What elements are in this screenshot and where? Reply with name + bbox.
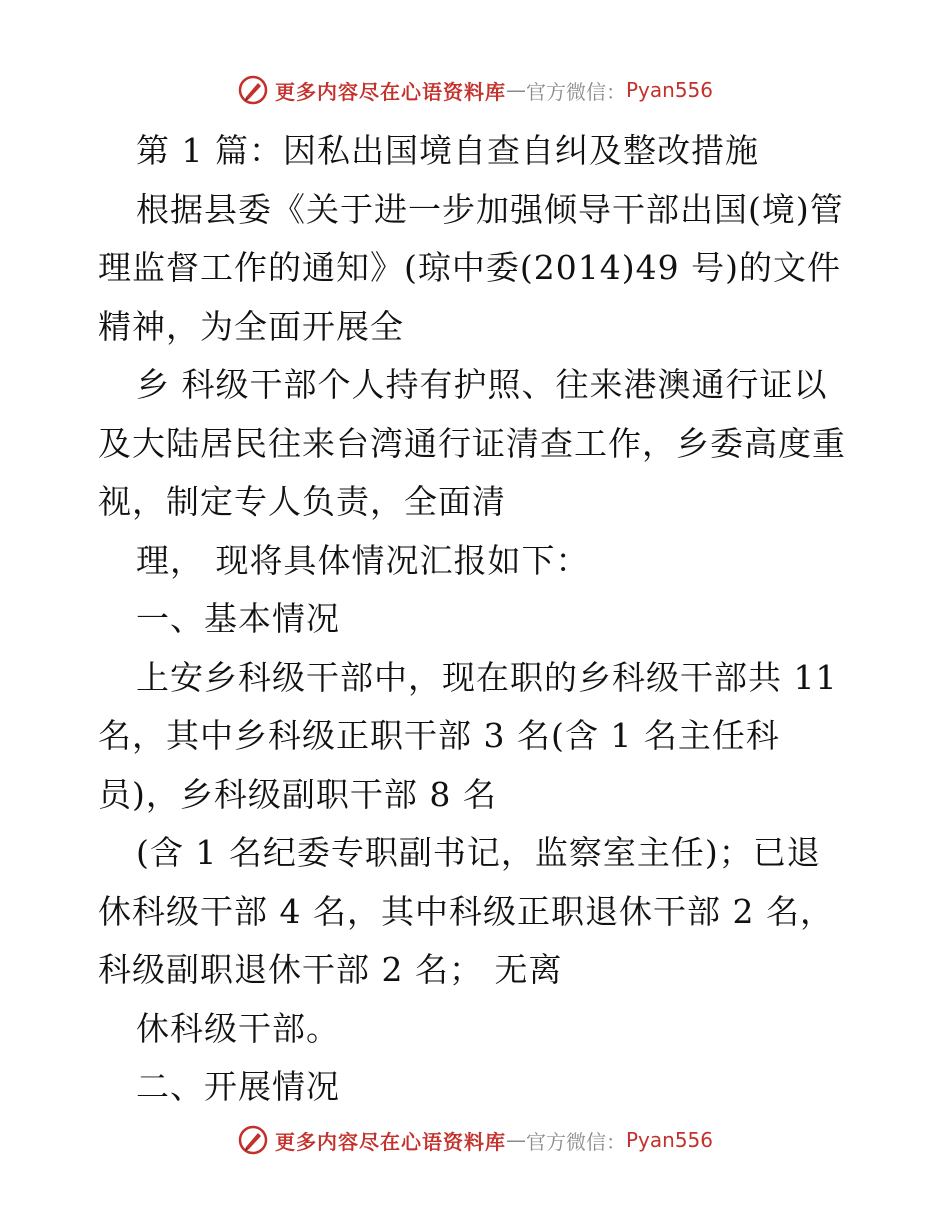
text-line: 乡 科级干部个人持有护照、往来港澳通行证以 [136,365,828,404]
logo-icon [237,74,269,106]
text-line: 一、基本情况 [136,599,340,638]
text-line: 二、开展情况 [136,1067,340,1106]
banner-wechat-label: 官方微信： [525,79,626,104]
banner-separator: — [505,1128,526,1152]
text-line: 理监督工作的通知》(琼中委(2014)49 号)的文件 [98,248,841,287]
text-line: (含 1 名纪委专职副书记，监察室主任)；已退 [136,833,821,872]
text-line: 科级副职退休干部 2 名； 无离 [98,950,563,989]
text-line: 休科级干部。 [136,1008,340,1048]
text-line: 休科级干部 4 名，其中科级正职退休干部 2 名， [98,891,834,931]
banner-separator: — [505,78,526,102]
banner-wechat-label: 官方微信： [525,1129,626,1154]
banner-wechat-id: Pyan556 [625,78,713,102]
footer-banner [0,1120,950,1160]
text-line: 理， 现将具体情况汇报如下： [136,540,590,580]
text-line: 及大陆居民往来台湾通行证清查工作，乡委高度重 [98,423,846,463]
banner-wechat-id: Pyan556 [625,1128,713,1152]
text-line: 视，制定专人负责，全面清 [98,482,506,521]
text-line: 上安乡科级干部中，现在职的乡科级干部共 11 [136,657,838,697]
text-line: 精神，为全面开展全 [98,306,404,346]
text-line: 第 1 篇：因私出国境自查自纠及整改措施 [136,131,759,170]
document-body [98,122,858,1117]
text-line: 名，其中乡科级正职干部 3 名(含 1 名主任科 [98,716,780,755]
header-banner [0,70,950,110]
text-line: 员)，乡科级副职干部 8 名 [98,774,497,814]
logo-icon [237,1124,269,1156]
banner-main-text: 更多内容尽在心语资料库 [274,79,506,104]
banner-main-text: 更多内容尽在心语资料库 [274,1129,506,1154]
text-line: 根据县委《关于进一步加强倾导干部出国(境)管 [136,189,844,229]
